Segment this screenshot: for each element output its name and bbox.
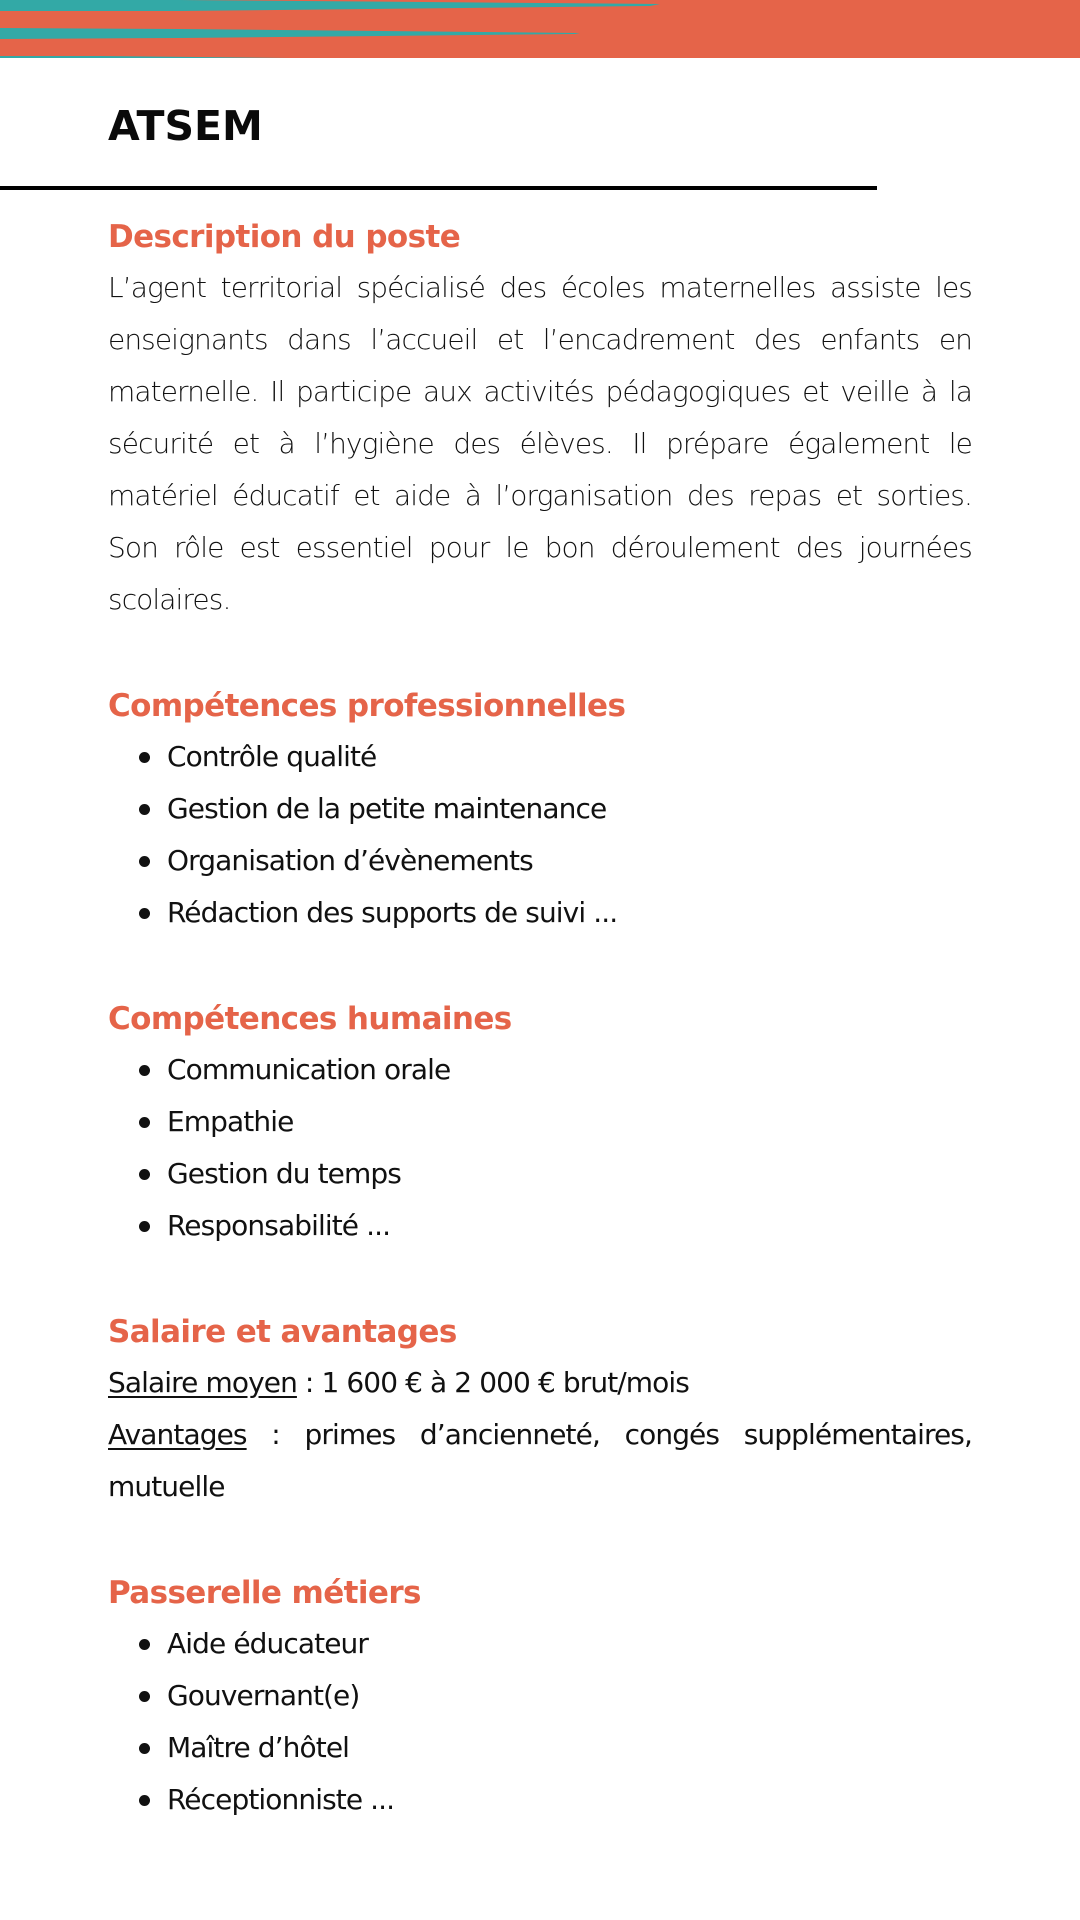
page-title: ATSEM (108, 102, 263, 150)
section-heading-career-paths: Passerelle métiers (108, 1575, 421, 1611)
bullet-icon (139, 804, 150, 815)
list-item-label: Maître d’hôtel (167, 1731, 350, 1764)
section-human-skills (108, 994, 972, 1252)
section-career-paths (108, 1568, 972, 1826)
list-item-label: Gouvernant(e) (167, 1679, 360, 1712)
list-item (108, 1044, 972, 1096)
list-item (108, 1774, 972, 1826)
salary-line (108, 1357, 972, 1409)
list-item (108, 887, 972, 939)
title-divider (0, 186, 877, 190)
bullet-icon (139, 1221, 150, 1232)
list-item (108, 835, 972, 887)
list-item (108, 783, 972, 835)
list-item-label: Gestion de la petite maintenance (167, 792, 607, 825)
list-item-label: Réceptionniste ... (167, 1783, 395, 1816)
list-item-label: Rédaction des supports de suivi ... (167, 896, 618, 929)
header-banner (0, 0, 1080, 58)
description-text: L’agent territorial spécialisé des écoles maternelles assiste les enseignants dans l’accueil et l’encadrement des enfants en maternelle. Il participe aux activités pédagogiques et veille à la sécurité et à l’hygiène des élèves. Il prépare également le matériel éducatif et aide à l’organisation des repas et sorties. Son rôle est essentiel pour le bon déroulement des journées scolaires. (108, 271, 972, 616)
section-heading-description: Description du poste (108, 219, 461, 255)
benefits-value: : primes d’ancienneté, congés supplémentaires, mutuelle (108, 1418, 972, 1503)
list-item-label: Gestion du temps (167, 1157, 401, 1190)
list-item-label: Aide éducateur (167, 1627, 368, 1660)
professional-skills-list (108, 731, 972, 939)
list-item-label: Communication orale (167, 1053, 451, 1086)
section-spacer (108, 1252, 972, 1307)
list-item (108, 1670, 972, 1722)
bullet-icon (139, 1795, 150, 1806)
benefits-line (108, 1409, 972, 1513)
job-sheet-content (108, 212, 972, 1826)
section-spacer (108, 626, 972, 681)
bullet-icon (139, 1743, 150, 1754)
salary-label: Salaire moyen (108, 1366, 297, 1399)
list-item-label: Contrôle qualité (167, 740, 377, 773)
decorative-stripes-icon (0, 0, 1080, 58)
list-item (108, 1148, 972, 1200)
list-item-label: Empathie (167, 1105, 294, 1138)
bullet-icon (139, 1691, 150, 1702)
list-item (108, 1200, 972, 1252)
bullet-icon (139, 1169, 150, 1180)
bullet-icon (139, 1117, 150, 1128)
section-salary (108, 1307, 972, 1513)
section-professional-skills (108, 681, 972, 939)
list-item (108, 1096, 972, 1148)
bullet-icon (139, 752, 150, 763)
bullet-icon (139, 856, 150, 867)
list-item (108, 1722, 972, 1774)
section-heading-salary: Salaire et avantages (108, 1314, 457, 1350)
bullet-icon (139, 1639, 150, 1650)
career-paths-list (108, 1618, 972, 1826)
bullet-icon (139, 908, 150, 919)
list-item (108, 731, 972, 783)
list-item (108, 1618, 972, 1670)
section-spacer (108, 1513, 972, 1568)
section-spacer (108, 939, 972, 994)
benefits-label: Avantages (108, 1418, 247, 1451)
section-heading-human-skills: Compétences humaines (108, 1001, 512, 1037)
list-item-label: Responsabilité ... (167, 1209, 391, 1242)
section-description (108, 212, 972, 626)
bullet-icon (139, 1065, 150, 1076)
section-heading-professional-skills: Compétences professionnelles (108, 688, 626, 724)
human-skills-list (108, 1044, 972, 1252)
salary-value: : 1 600 € à 2 000 € brut/mois (296, 1366, 689, 1399)
list-item-label: Organisation d’évènements (167, 844, 533, 877)
